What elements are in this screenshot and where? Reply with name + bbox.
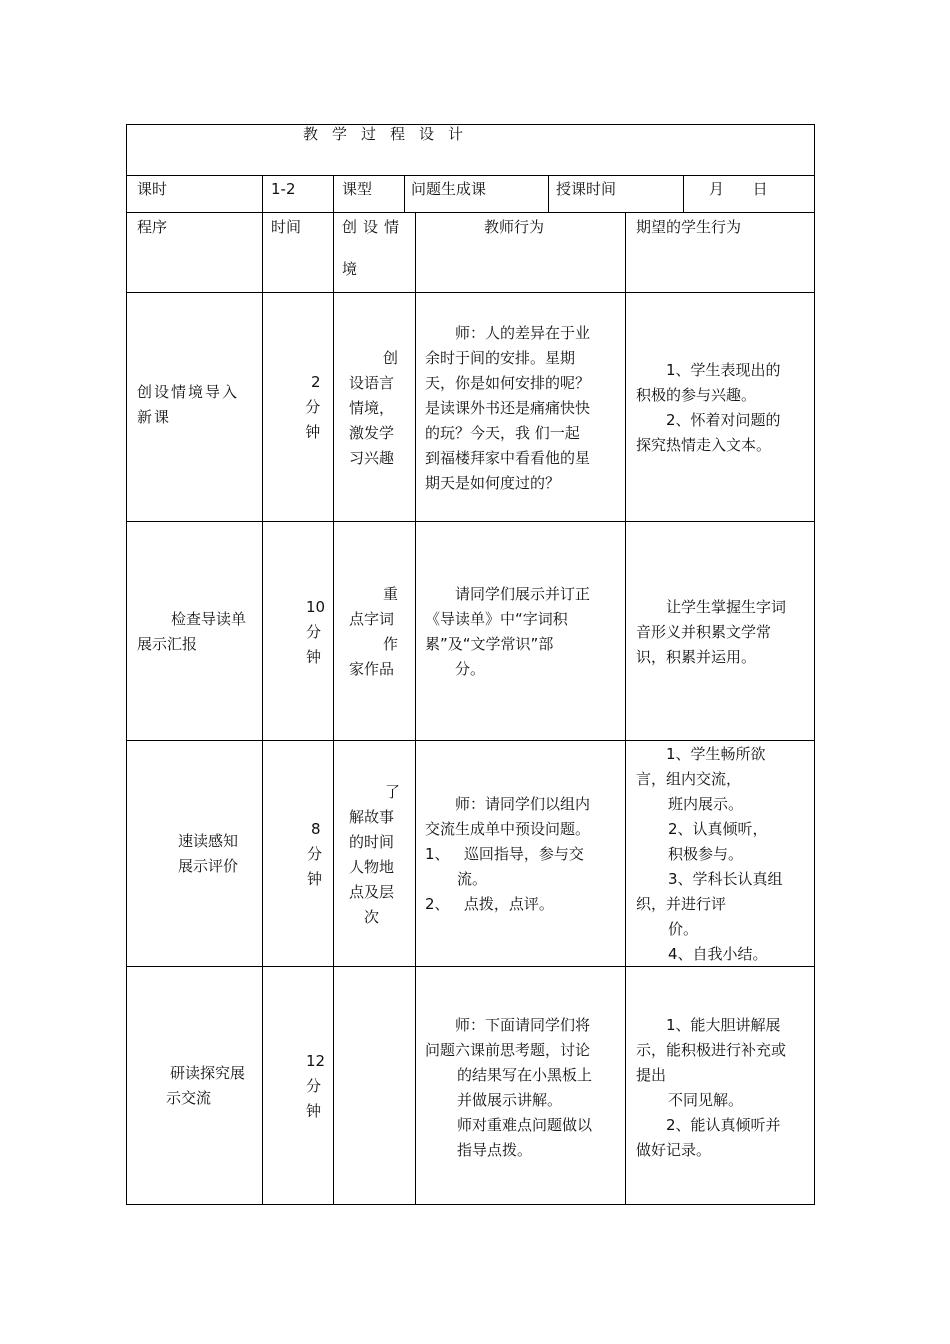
row-student: 1、能大胆讲解展 示，能积极进行补充或 提出 不同见解。 2、能认真倾听并 做好记录。: [636, 1016, 787, 1159]
row-situation: 重 点字词 作 家作品: [349, 585, 399, 678]
column-divider: [548, 175, 549, 212]
row-divider: [126, 521, 815, 522]
column-divider: [625, 212, 626, 1205]
column-divider: [262, 175, 263, 212]
date-value: 月 日: [709, 180, 768, 198]
row-procedure: 研读探究展 示交流: [166, 1064, 246, 1107]
row-student: 1、学生畅所欲 言，组内交流， 班内展示。 2、认真倾听， 积极参与。 3、学科长认真组 织，并进行评 价。 4、自我小结。: [636, 745, 783, 963]
row-procedure: 速读感知 展示评价: [178, 832, 239, 875]
header-time: 时间: [271, 218, 302, 236]
row-teacher: 师：人的差异在于业 余时于间的安排。星期 天，你是如何安排的呢？ 是读课外书还是痛痛快快 的玩？今天，我 们一起 到福楼拜家中看看他的星 期天是如何度过的？: [425, 324, 591, 492]
header-teacher: 教师行为: [484, 218, 545, 236]
row-student: 让学生掌握生字词 音形义并积累文学常 识，积累并运用。: [636, 598, 787, 666]
row-situation: 创 设语言 情境， 激发学 习兴趣: [349, 349, 399, 467]
row-time: 10 分 钟: [306, 598, 326, 666]
row-teacher: 师：请同学们以组内 交流生成单中预设问题。 1、 巡回指导，参与交 流。 2、 点拨，点评。: [425, 795, 591, 913]
header-procedure: 程序: [137, 218, 168, 236]
header-situation: 创设情: [342, 218, 406, 236]
column-divider: [683, 175, 684, 212]
row-teacher: 请同学们展示并订正 《导读单》中“字词积 累”及“文学常识”部 分。: [425, 585, 591, 678]
type-value: 问题生成课: [411, 180, 487, 198]
column-divider: [333, 212, 334, 1205]
header-student: 期望的学生行为: [636, 218, 742, 236]
type-label: 课型: [342, 180, 373, 198]
row-divider: [126, 740, 815, 741]
row-teacher: 师：下面请同学们将 问题六课前思考题，讨论 的结果写在小黑板上 并做展示讲解。 师对重难点问题做以 指导点拨。: [425, 1016, 593, 1159]
row-divider: [126, 175, 815, 176]
column-divider: [262, 212, 263, 1205]
header-situation-cont: 境: [342, 260, 358, 278]
row-divider: [126, 212, 815, 213]
lesson-value: 1-2: [271, 180, 296, 198]
row-time: 12 分 钟: [306, 1052, 326, 1120]
row-divider: [126, 292, 815, 293]
row-procedure: 检查导读单 展示汇报: [137, 610, 247, 653]
table-title: 教学过程设计: [303, 125, 478, 143]
column-divider: [333, 175, 334, 212]
row-time: 2 分 钟: [305, 373, 321, 441]
column-divider: [404, 175, 405, 212]
row-situation: 了 解故事 的时间 人物地 点及层 次: [349, 783, 401, 926]
lesson-label: 课时: [137, 180, 168, 198]
row-student: 1、学生表现出的 积极的参与兴趣。 2、怀着对问题的 探究热情走入文本。: [636, 361, 781, 454]
column-divider: [415, 212, 416, 1205]
time-label: 授课时间: [556, 180, 617, 198]
row-time: 8 分 钟: [307, 820, 323, 888]
row-procedure: 创设情境导入 新课: [137, 383, 240, 426]
